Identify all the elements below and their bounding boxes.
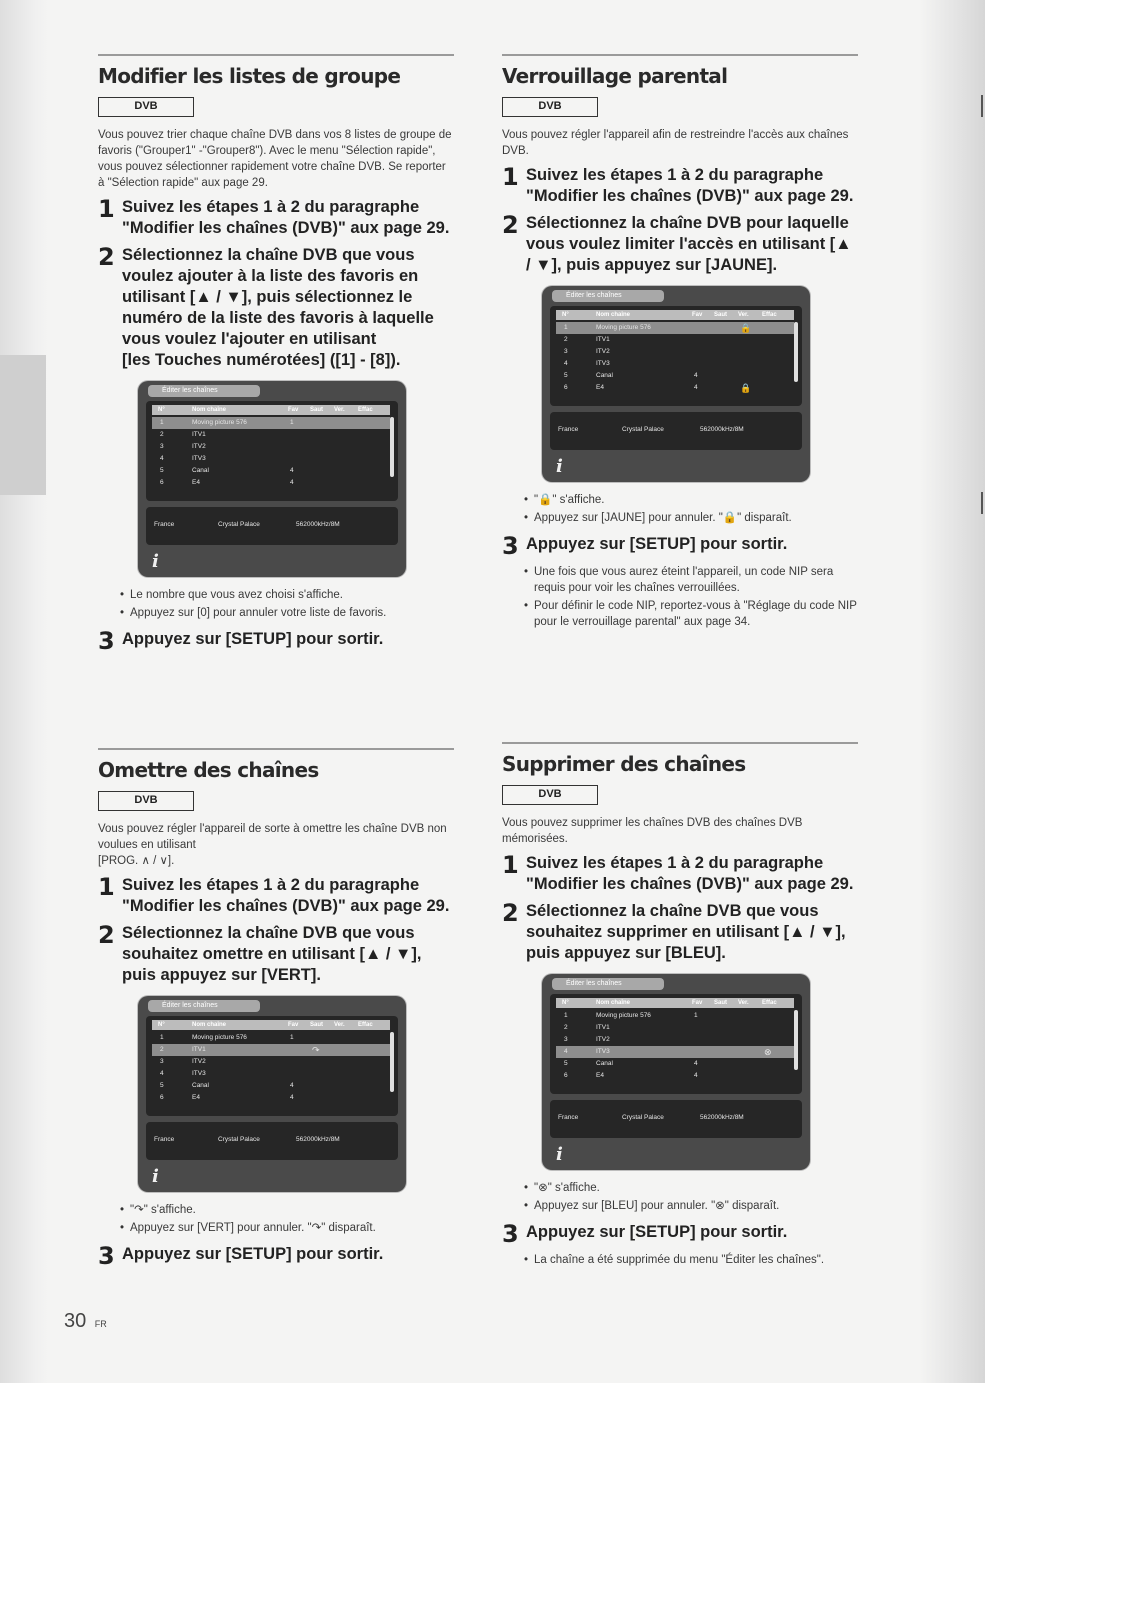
- step-number: 2: [502, 899, 519, 927]
- channel-row: 6 E4 4 🔒: [564, 383, 752, 393]
- list-scrollbar: [390, 1032, 394, 1092]
- list-header: [152, 405, 390, 415]
- col-skip: Saut: [310, 407, 324, 413]
- section-intro: Vous pouvez supprimer les chaînes DVB des chaînes DVB mémorisées.: [502, 817, 803, 845]
- step-text: Suivez les étapes 1 à 2 du paragraphe "Modifier les chaînes (DVB)" aux page 29.: [526, 166, 854, 205]
- list-header: N° Nom chaîne Fav Saut Ver. Effac: [556, 998, 794, 1008]
- info-region: France: [154, 521, 175, 528]
- step-2: [98, 923, 454, 986]
- info-panel: France Crystal Palace 562000kHz/8M: [146, 1122, 398, 1160]
- col-delete: Effac: [358, 407, 373, 413]
- channel-row: 2 ITV1: [564, 336, 610, 343]
- section-intro: Vous pouvez trier chaque chaîne DVB dans vos 8 listes de groupe de favoris ("Grouper1" -"Grouper8"). Avec le menu "Sélection rapide", vous pouvez sélectionner rapidement votre chaîne DVB. Se reporter à "Sélection rapide" aux page 29.: [98, 129, 452, 189]
- bullet-list: [524, 1252, 858, 1268]
- bullet-list: [524, 1180, 858, 1214]
- page-left-edge: [0, 0, 48, 1383]
- list-header: N° Nom chaîne Fav Saut Ver. Effac: [556, 310, 794, 320]
- info-panel: [146, 507, 398, 545]
- channel-row: 3 ITV2: [564, 1036, 610, 1043]
- col-fav: Fav: [288, 407, 299, 413]
- step-2: [502, 901, 858, 964]
- section-rule: [502, 54, 858, 56]
- edge-mark: [981, 95, 983, 117]
- screen-title: Éditer les chaînes: [148, 385, 260, 397]
- bullet-list: [524, 564, 858, 630]
- screen-title: Éditer les chaînes: [552, 290, 664, 302]
- channel-row: 5 Canal 4: [564, 1060, 698, 1067]
- step-3: [98, 1244, 454, 1268]
- dvb-tag: DVB: [98, 97, 194, 117]
- bullet-item: • La chaîne a été supprimée du menu "Éditer les chaînes".: [524, 1252, 858, 1268]
- bullet-item: • Appuyez sur [BLEU] pour annuler. "⊗" disparaît.: [524, 1198, 858, 1214]
- channel-row: 5 Canal 4: [564, 372, 698, 379]
- col-name: Nom chaîne: [192, 407, 227, 413]
- step-2: [502, 213, 858, 276]
- dvb-tag: DVB: [502, 97, 598, 117]
- channel-row: 4 ITV3 ⊗: [556, 1046, 794, 1058]
- step-number: 2: [98, 243, 115, 271]
- step-text: Sélectionnez la chaîne DVB que vous souhaitez omettre en utilisant [▲ / ▼], puis appuyez sur [VERT].: [122, 924, 422, 984]
- bullet-item: • Une fois que vous aurez éteint l'appareil, un code NIP sera requis pour voir les chaînes verrouillées.: [524, 564, 858, 596]
- section-intro: Vous pouvez régler l'appareil afin de restreindre l'accès aux chaînes DVB.: [502, 129, 849, 157]
- step-number: 2: [98, 921, 115, 949]
- info-icon: i: [152, 551, 159, 572]
- tv-screen-skip: [138, 996, 406, 1192]
- channel-row: 2 ITV1: [160, 431, 206, 438]
- channel-row: 3 ITV2: [160, 1058, 206, 1065]
- step-number: 3: [98, 1242, 115, 1270]
- page-footer: [64, 1310, 107, 1333]
- step-1: [502, 165, 858, 207]
- section-title: Supprimer des chaînes: [502, 752, 746, 776]
- step-text: Sélectionnez la chaîne DVB que vous souhaitez supprimer en utilisant [▲ / ▼], puis appuyez sur [BLEU].: [526, 902, 846, 962]
- channel-row: 5 Canal 4: [160, 1082, 294, 1089]
- section-intro: Vous pouvez régler l'appareil de sorte à omettre les chaîne DVB non voulues en utilisant [PROG. ∧ / ∨].: [98, 823, 447, 867]
- delete-icon: ⊗: [764, 1047, 772, 1057]
- info-panel: France Crystal Palace 562000kHz/8M: [550, 1100, 802, 1138]
- language-code: FR: [94, 1319, 107, 1329]
- bullet-item: • "⊗" s'affiche.: [524, 1180, 858, 1196]
- channel-row: 1 Moving picture 576 1: [160, 1034, 294, 1041]
- channel-row: 6 E4 4: [564, 1072, 698, 1079]
- channel-list: [550, 306, 802, 406]
- bullet-item: • Appuyez sur [0] pour annuler votre liste de favoris.: [120, 605, 454, 621]
- step-text: Appuyez sur [SETUP] pour sortir.: [122, 1245, 384, 1263]
- step-number: 3: [502, 1220, 519, 1248]
- channel-row: 6 E4 4: [160, 479, 294, 486]
- info-frequency: 562000kHz/8M: [296, 521, 340, 528]
- info-panel: France Crystal Palace 562000kHz/8M: [550, 412, 802, 450]
- bullet-item: • Le nombre que vous avez choisi s'affiche.: [120, 587, 454, 603]
- step-text: Sélectionnez la chaîne DVB que vous voulez ajouter à la liste des favoris en utilisant [▲ / ▼], puis sélectionnez le numéro de la liste des favoris à laquelle vous voulez l'ajouter en utilisant [les Touches numérotées] ([1] - [8]).: [122, 246, 434, 369]
- channel-row: 1 Moving picture 576 1: [564, 1012, 698, 1019]
- step-text: Sélectionnez la chaîne DVB pour laquelle vous voulez limiter l'accès en utilisant [▲ / ▼], puis appuyez sur [JAUNE].: [526, 214, 852, 274]
- section-skip-channels: [98, 748, 454, 1274]
- channel-row: 6 E4 4: [160, 1094, 294, 1101]
- step-number: 3: [502, 532, 519, 560]
- channel-row: 2 ITV1: [564, 1024, 610, 1031]
- channel-list: [146, 401, 398, 501]
- bullet-list: [524, 492, 858, 526]
- step-3: [98, 629, 454, 653]
- dvb-tag: DVB: [502, 785, 598, 805]
- channel-row: 1 Moving picture 576 🔒: [556, 322, 794, 334]
- channel-list: [146, 1016, 398, 1116]
- list-scrollbar: [390, 417, 394, 477]
- info-icon: i: [556, 1144, 563, 1165]
- bullet-item: • "↷" s'affiche.: [120, 1202, 454, 1218]
- bullet-item: • Appuyez sur [VERT] pour annuler. "↷" disparaît.: [120, 1220, 454, 1236]
- screen-title: Éditer les chaînes: [148, 1000, 260, 1012]
- step-number: 1: [502, 851, 519, 879]
- step-text: Appuyez sur [SETUP] pour sortir.: [122, 630, 384, 648]
- step-1: [502, 853, 858, 895]
- tv-screen-lock: [542, 286, 810, 482]
- section-rule: [502, 742, 858, 744]
- list-scrollbar: [794, 1010, 798, 1070]
- lock-icon: 🔒: [740, 323, 752, 333]
- step-1: [98, 197, 454, 239]
- bullet-list: [120, 1202, 454, 1236]
- section-parental-lock: [502, 54, 858, 638]
- channel-row: 4 ITV3: [564, 360, 610, 367]
- col-no: N°: [158, 407, 165, 413]
- bullet-item: • Pour définir le code NIP, reportez-vous à "Réglage du code NIP pour le verrouillage parental" aux page 34.: [524, 598, 858, 630]
- step-number: 3: [98, 627, 115, 655]
- channel-row: 2 ITV1 ↷: [152, 1044, 390, 1056]
- page-number: 30: [64, 1310, 87, 1332]
- step-text: Suivez les étapes 1 à 2 du paragraphe "Modifier les chaînes (DVB)" aux page 29.: [122, 876, 450, 915]
- bullet-item: • "🔒" s'affiche.: [524, 492, 858, 508]
- bullet-item: • Appuyez sur [JAUNE] pour annuler. "🔒" disparaît.: [524, 510, 858, 526]
- section-rule: [98, 748, 454, 750]
- info-icon: i: [556, 456, 563, 477]
- lock-icon: 🔒: [740, 383, 752, 393]
- skip-icon: ↷: [312, 1045, 320, 1055]
- step-text: Suivez les étapes 1 à 2 du paragraphe "Modifier les chaînes (DVB)" aux page 29.: [122, 198, 450, 237]
- step-number: 2: [502, 211, 519, 239]
- dvb-tag: DVB: [98, 791, 194, 811]
- info-icon: i: [152, 1166, 159, 1187]
- step-number: 1: [98, 195, 115, 223]
- section-delete-channels: [502, 742, 858, 1276]
- step-number: 1: [98, 873, 115, 901]
- step-3: [502, 1222, 858, 1246]
- page-right-shadow: [920, 0, 985, 1383]
- list-header: N° Nom chaîne Fav Saut Ver. Effac: [152, 1020, 390, 1030]
- section-title: Omettre des chaînes: [98, 758, 319, 782]
- tv-screen-group: [138, 381, 406, 577]
- step-text: Appuyez sur [SETUP] pour sortir.: [526, 1223, 788, 1241]
- step-1: [98, 875, 454, 917]
- step-text: Appuyez sur [SETUP] pour sortir.: [526, 535, 788, 553]
- section-rule: [98, 54, 454, 56]
- step-number: 1: [502, 163, 519, 191]
- list-scrollbar: [794, 322, 798, 382]
- step-3: [502, 534, 858, 558]
- info-network: Crystal Palace: [218, 521, 260, 528]
- section-group-lists: [98, 54, 454, 659]
- channel-row: 3 ITV2: [160, 443, 206, 450]
- tv-screen-delete: [542, 974, 810, 1170]
- screen-title: Éditer les chaînes: [552, 978, 664, 990]
- channel-list: [550, 994, 802, 1094]
- section-title: Modifier les listes de groupe: [98, 64, 401, 88]
- channel-row: 3 ITV2: [564, 348, 610, 355]
- channel-row: 5 Canal 4: [160, 467, 294, 474]
- edge-tab: [0, 355, 46, 495]
- channel-row: 4 ITV3: [160, 455, 206, 462]
- edge-mark: [981, 492, 983, 514]
- col-lock: Ver.: [334, 407, 345, 413]
- section-title: Verrouillage parental: [502, 64, 728, 88]
- step-2: [98, 245, 454, 371]
- step-text: Suivez les étapes 1 à 2 du paragraphe "Modifier les chaînes (DVB)" aux page 29.: [526, 854, 854, 893]
- bullet-list: [120, 587, 454, 621]
- channel-row: 4 ITV3: [160, 1070, 206, 1077]
- channel-row: 1 Moving picture 576 1: [152, 417, 390, 429]
